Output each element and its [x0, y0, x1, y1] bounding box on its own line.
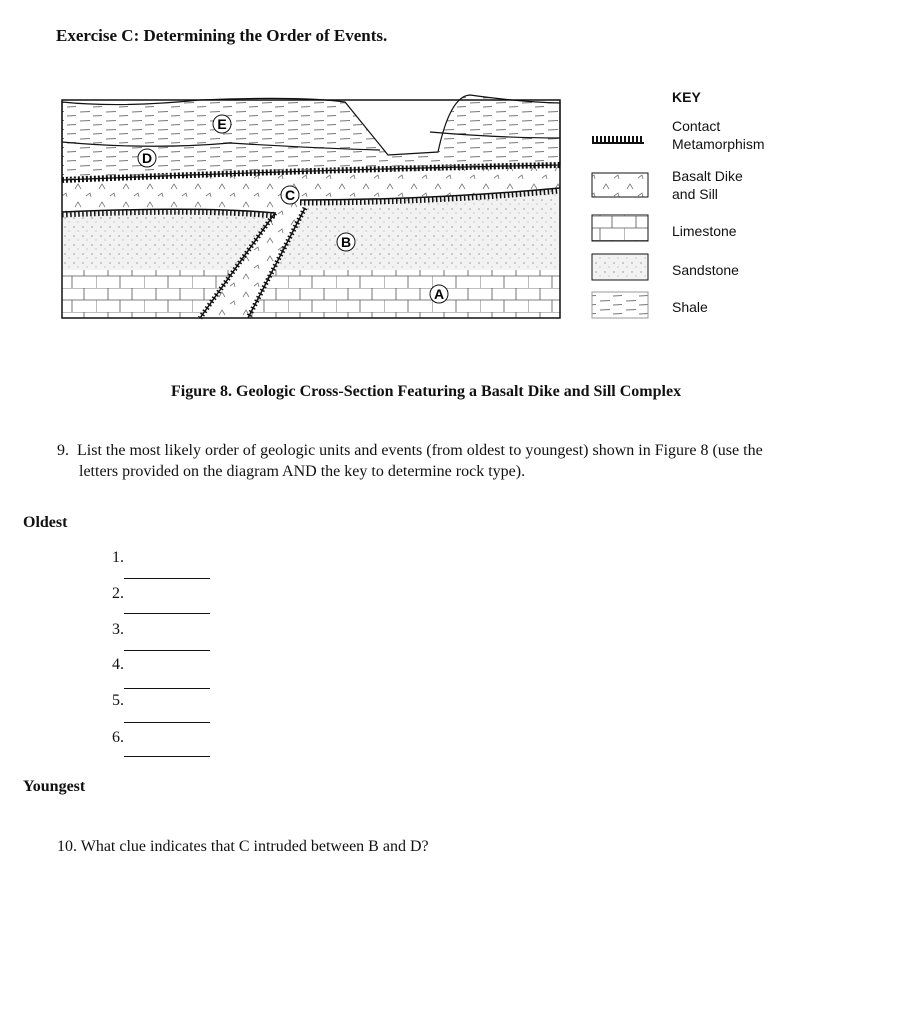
key-heading: KEY	[672, 89, 701, 105]
answer-number: 2.	[112, 585, 124, 602]
svg-text:D: D	[141, 150, 153, 166]
label-e	[213, 115, 231, 133]
answer-number: 5.	[112, 692, 124, 709]
answer-number: 1.	[112, 549, 124, 566]
answer-line[interactable]	[124, 650, 210, 651]
svg-text:E: E	[217, 116, 227, 132]
layer-a-limestone	[62, 270, 560, 318]
key-shale-icon	[592, 292, 648, 318]
svg-text:C: C	[284, 187, 296, 203]
label-d	[138, 149, 156, 167]
label-c	[281, 186, 299, 204]
exercise-title: Exercise C: Determining the Order of Events.	[56, 26, 388, 45]
key-sandstone-label: Sandstone	[672, 262, 739, 278]
youngest-label: Youngest	[23, 778, 86, 795]
geologic-cross-section	[0, 0, 921, 340]
key-basalt-label: Basalt Dike and Sill	[672, 168, 743, 202]
label-b	[337, 233, 355, 251]
answer-number: 4.	[112, 656, 124, 673]
label-a	[430, 285, 448, 303]
key-limestone-label: Limestone	[672, 223, 737, 239]
key-contact-label: Contact Metamorphism	[672, 118, 765, 152]
svg-text:B: B	[340, 234, 352, 250]
answer-number: 3.	[112, 621, 124, 638]
key-limestone-icon	[592, 215, 648, 241]
answer-line[interactable]	[124, 578, 210, 579]
answer-line[interactable]	[124, 756, 210, 757]
key-contact-icon	[592, 136, 644, 144]
key-basalt-icon	[592, 173, 648, 197]
answer-line[interactable]	[124, 613, 210, 614]
answer-line[interactable]	[124, 688, 210, 689]
answer-number: 6.	[112, 729, 124, 746]
oldest-label: Oldest	[23, 514, 68, 531]
answer-line[interactable]	[124, 722, 210, 723]
svg-text:A: A	[433, 286, 445, 302]
key-shale-label: Shale	[672, 299, 708, 315]
question-9: 9. List the most likely order of geologic units and events (from oldest to youngest) shown in Figure 8 (use the letters provided on the diagram AND the key to determine rock type).	[57, 442, 763, 480]
question-10: 10. What clue indicates that C intruded between B and D?	[57, 838, 429, 855]
figure-caption: Figure 8. Geologic Cross-Section Featuring a Basalt Dike and Sill Complex	[171, 383, 682, 400]
key-sandstone-icon	[592, 254, 648, 280]
